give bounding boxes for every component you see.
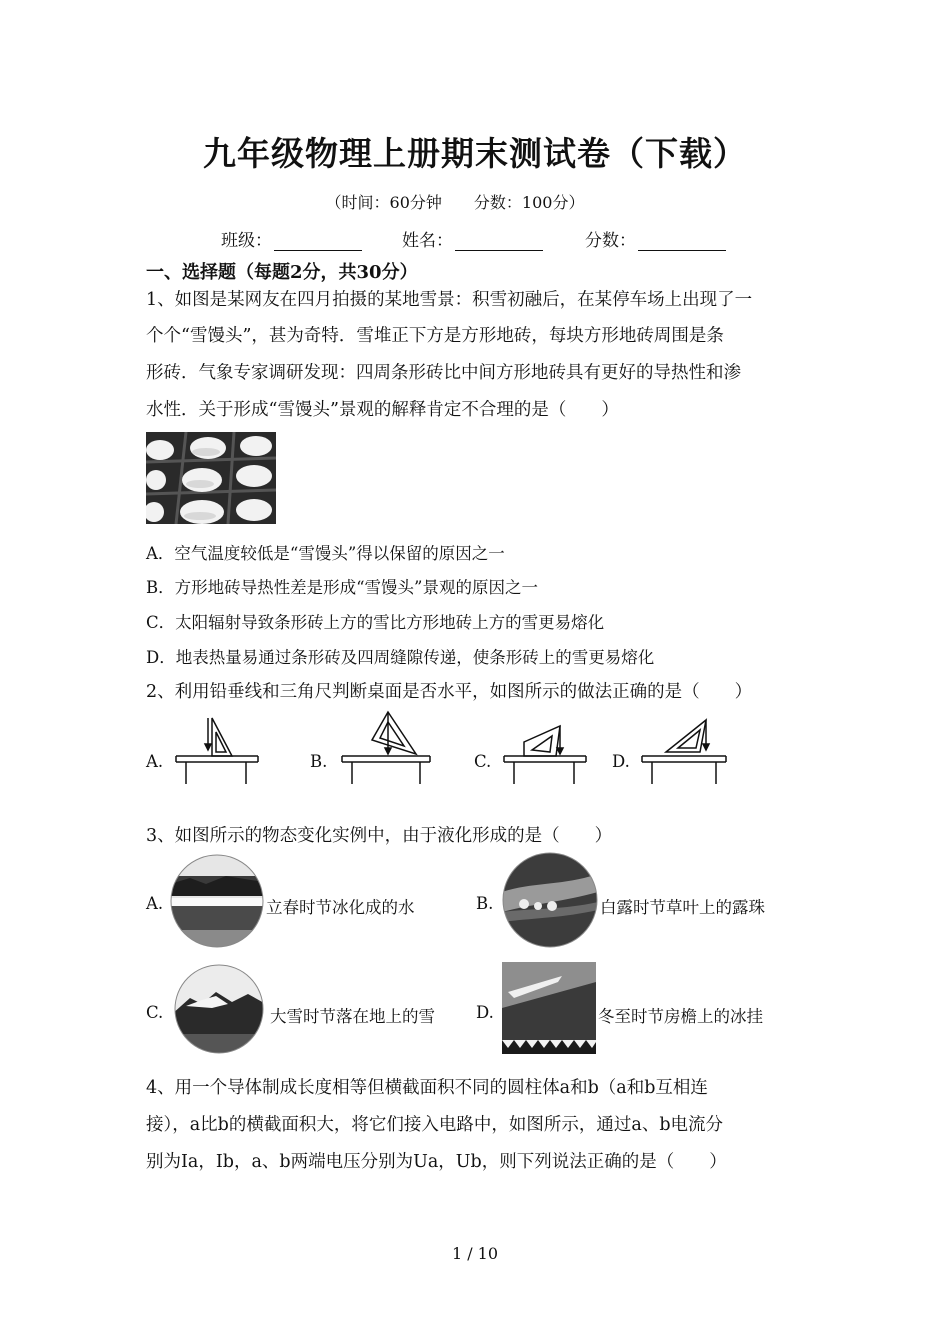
q2-diagram-b <box>338 708 434 788</box>
score-field <box>585 226 726 251</box>
q3-text-d: 冬至时节房檐上的冰挂 <box>598 1007 763 1026</box>
snow-photo <box>146 432 276 524</box>
q3-label-b: B. <box>476 894 494 913</box>
q3-photo-d <box>502 962 596 1054</box>
q3-photo-a <box>170 854 264 948</box>
score-label: 分数： <box>585 231 636 251</box>
q2-label-c: C. <box>474 752 492 771</box>
q3-label-d: D. <box>476 1003 494 1022</box>
name-blank[interactable] <box>455 232 543 251</box>
q2-text: 2、利用铅垂线和三角尺判断桌面是否水平，如图所示的做法正确的是（ ） <box>146 682 753 702</box>
q2-diagram-d <box>638 712 730 788</box>
q1-line: 水性．关于形成“雪馒头”景观的解释肯定不合理的是（ ） <box>146 400 619 420</box>
q3-text: 3、如图所示的物态变化实例中，由于液化形成的是（ ） <box>146 826 613 846</box>
q2-label-a: A. <box>146 752 164 771</box>
q3-label-c: C. <box>146 1003 164 1022</box>
score-blank[interactable] <box>638 232 726 251</box>
q2-diagram-a <box>172 712 262 788</box>
q2-label-d: D. <box>612 752 630 771</box>
q3-photo-c <box>172 964 266 1054</box>
class-field <box>221 226 362 251</box>
page-number: 1 / 10 <box>451 1244 499 1263</box>
name-label: 姓名： <box>402 231 453 251</box>
q4-line: 4、用一个导体制成长度相等但横截面积不同的圆柱体a和b（a和b互相连 <box>146 1078 708 1098</box>
class-blank[interactable] <box>274 232 362 251</box>
section-heading: 一、选择题（每题2分，共30分） <box>146 262 418 283</box>
q2-label-b: B. <box>310 752 328 771</box>
q2-diagram-c <box>500 712 590 788</box>
q1-line: 形砖．气象专家调研发现：四周条形砖比中间方形地砖具有更好的导热性和渗 <box>146 363 741 383</box>
q3-photo-b <box>502 852 598 948</box>
exam-time-score: （时间：60分钟 分数：100分） <box>325 193 585 212</box>
page-title: 九年级物理上册期末测试卷（下载） <box>203 134 747 173</box>
q4-line: 接），a比b的横截面积大，将它们接入电路中，如图所示，通过a、b电流分 <box>146 1115 724 1135</box>
q1-option-c: C．太阳辐射导致条形砖上方的雪比方形地砖上方的雪更易熔化 <box>146 613 605 632</box>
q1-option-b: B．方形地砖导热性差是形成“雪馒头”景观的原因之一 <box>146 578 538 597</box>
class-label: 班级： <box>221 231 272 251</box>
q1-option-a: A．空气温度较低是“雪馒头”得以保留的原因之一 <box>146 544 505 563</box>
q1-option-d: D．地表热量易通过条形砖及四周缝隙传递，使条形砖上的雪更易熔化 <box>146 648 655 667</box>
q4-line: 别为Ia，Ib，a、b两端电压分别为Ua，Ub，则下列说法正确的是（ ） <box>146 1152 727 1172</box>
q3-label-a: A. <box>146 894 164 913</box>
q1-line: 1、如图是某网友在四月拍摄的某地雪景：积雪初融后，在某停车场上出现了一 <box>146 290 753 310</box>
name-field <box>402 226 543 251</box>
q3-text-a: 立春时节冰化成的水 <box>266 898 415 917</box>
q3-text-c: 大雪时节落在地上的雪 <box>270 1007 435 1026</box>
q1-line: 个个“雪馒头”，甚为奇特．雪堆正下方是方形地砖，每块方形地砖周围是条 <box>146 326 724 346</box>
q3-text-b: 白露时节草叶上的露珠 <box>600 898 765 917</box>
